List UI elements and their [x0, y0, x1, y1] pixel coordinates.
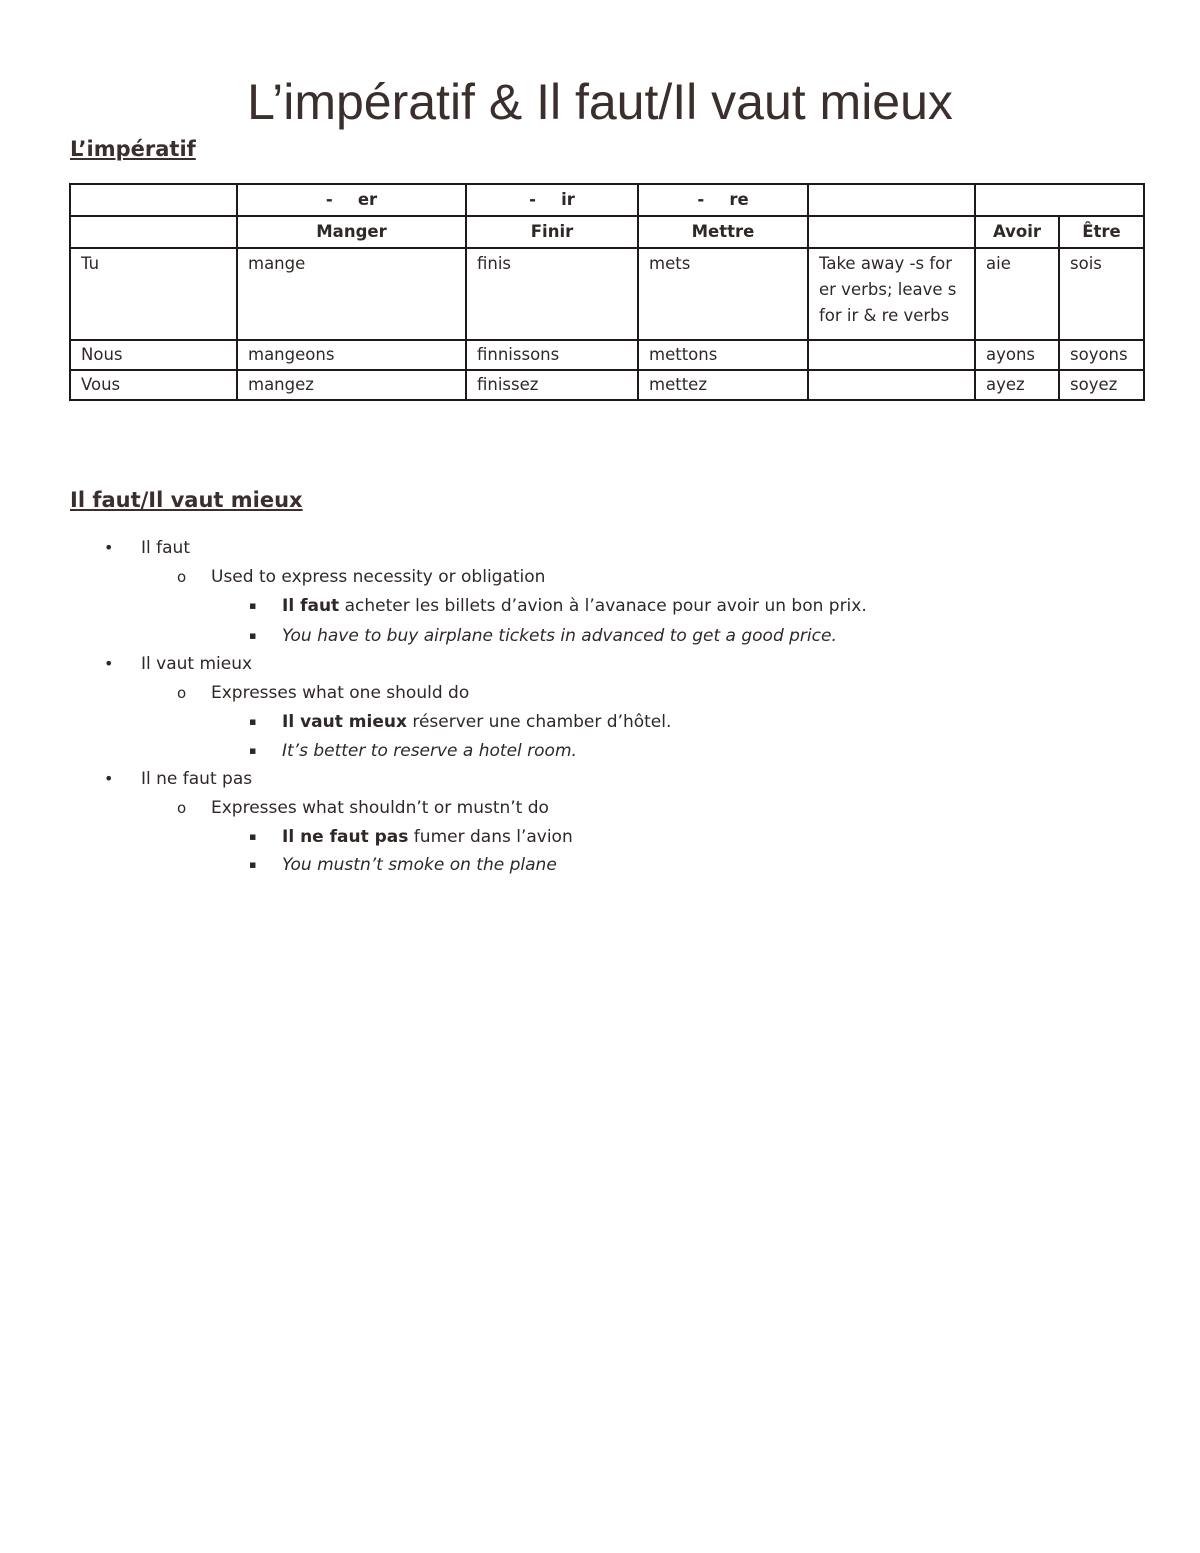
bullet-marker: ▪	[249, 858, 257, 871]
table-cell	[808, 184, 975, 216]
list-item: Il faut acheter les billets d’avion à l’avanace pour avoir un bon prix.	[282, 596, 867, 616]
table-cell: soyez	[1059, 370, 1144, 400]
bullet-marker: ▪	[249, 744, 257, 757]
section-heading-il-faut: Il faut/Il vaut mieux	[70, 488, 303, 512]
list-item: You have to buy airplane tickets in advanced to get a good price.	[282, 626, 837, 646]
table-cell: Nous	[70, 340, 237, 370]
table-cell: sois	[1059, 248, 1144, 340]
header-finir: Finir	[466, 216, 638, 248]
table-cell: finissez	[466, 370, 638, 400]
table-row-nous	[70, 340, 1144, 370]
table-cell: finnissons	[466, 340, 638, 370]
table-cell: mettons	[638, 340, 808, 370]
header-mettre: Mettre	[638, 216, 808, 248]
list-item: Used to express necessity or obligation	[211, 567, 546, 587]
table-cell: mets	[638, 248, 808, 340]
bullet-marker: •	[104, 538, 114, 557]
bullet-marker: ▪	[249, 599, 257, 612]
table-cell: Tu	[70, 248, 237, 340]
ending-ir: - ir	[466, 184, 638, 216]
table-cell: Vous	[70, 370, 237, 400]
ending-re: - re	[638, 184, 808, 216]
list-item: Il faut	[141, 538, 190, 558]
bullet-marker: o	[177, 799, 187, 817]
bullet-marker: •	[104, 769, 114, 788]
list-item: You mustn’t smoke on the plane	[282, 855, 557, 875]
list-item: Il vaut mieux	[141, 654, 253, 674]
list-item: Expresses what one should do	[211, 683, 470, 703]
table-cell: mettez	[638, 370, 808, 400]
ending-er: - er	[237, 184, 466, 216]
table-cell	[808, 340, 975, 370]
table-row-endings	[70, 184, 1144, 216]
list-item: Il ne faut pas fumer dans l’avion	[282, 827, 573, 847]
table-cell	[70, 216, 237, 248]
table-cell: mangeons	[237, 340, 466, 370]
table-cell: ayons	[975, 340, 1059, 370]
bullet-marker: ▪	[249, 629, 257, 642]
table-cell: ayez	[975, 370, 1059, 400]
bullet-marker: ▪	[249, 830, 257, 843]
header-manger: Manger	[237, 216, 466, 248]
bullet-marker: o	[177, 568, 187, 586]
table-row-vous	[70, 370, 1144, 400]
list-item: Il ne faut pas	[141, 769, 253, 789]
section-heading-imperatif: L’impératif	[70, 137, 196, 161]
bullet-marker: •	[104, 654, 114, 673]
table-cell	[975, 184, 1144, 216]
list-item: Il vaut mieux réserver une chamber d’hôtel.	[282, 712, 672, 732]
table-row-headers	[70, 216, 1144, 248]
header-avoir: Avoir	[975, 216, 1059, 248]
table-row-tu	[70, 248, 1144, 340]
bullet-marker: ▪	[249, 715, 257, 728]
table-cell-note: Take away -s for er verbs; leave s for ir & re verbs	[808, 248, 975, 340]
page-title: L’impératif & Il faut/Il vaut mieux	[247, 74, 953, 130]
header-notes	[808, 216, 975, 248]
bullet-marker: o	[177, 684, 187, 702]
table-cell	[808, 370, 975, 400]
list-item: Expresses what shouldn’t or mustn’t do	[211, 798, 549, 818]
table-cell: soyons	[1059, 340, 1144, 370]
table-cell: finis	[466, 248, 638, 340]
list-item: It’s better to reserve a hotel room.	[282, 741, 577, 761]
table-cell: mangez	[237, 370, 466, 400]
table-cell	[70, 184, 237, 216]
table-cell: aie	[975, 248, 1059, 340]
conjugation-table	[69, 183, 1145, 401]
header-etre: Être	[1059, 216, 1144, 248]
table-cell: mange	[237, 248, 466, 340]
